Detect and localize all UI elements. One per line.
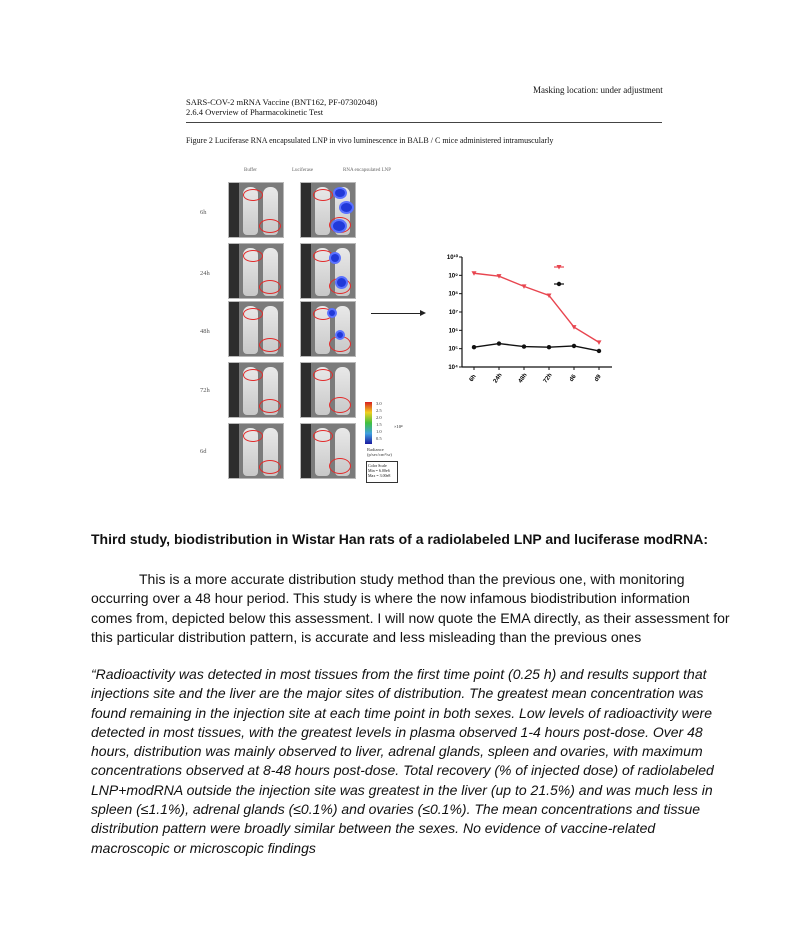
series-line bbox=[474, 344, 599, 351]
intro-paragraph-text: This is a more accurate distribution study method than the previous one, with monitoring occurring over a 48 hour period. This study is where the now infamous biodistribution information comes from, depicted below this assessment. I will now quote the EMA directly, as their assessment for this particular distribution pattern, is accurate and less misleading than the previous ones bbox=[91, 571, 730, 645]
color-scale-max: Max = 3.00e8 bbox=[368, 473, 391, 478]
legend-marker bbox=[557, 282, 561, 286]
document-title: SARS-COV-2 mRNA Vaccine (BNT162, PF-07302048) bbox=[186, 97, 378, 107]
data-point bbox=[522, 344, 526, 348]
x-tick-label: 48h bbox=[517, 372, 529, 385]
lnp-mouse-image bbox=[300, 423, 356, 479]
column-label-buffer: Buffer bbox=[244, 168, 257, 173]
y-tick-label: 10⁵ bbox=[448, 346, 458, 353]
column-label-luciferase: Luciferase bbox=[292, 168, 314, 173]
row-label-48h: 48h bbox=[200, 328, 210, 335]
arrow-head-icon bbox=[420, 310, 426, 316]
colorbar-tick: 1.0 bbox=[376, 429, 382, 434]
y-tick-label: 10⁴ bbox=[448, 365, 458, 371]
y-tick-label: 10⁸ bbox=[448, 291, 458, 298]
x-tick-label: d9 bbox=[593, 373, 603, 384]
lnp-mouse-image bbox=[300, 301, 356, 357]
color-scale-title: Color Scale bbox=[368, 463, 387, 468]
luminescence-line-chart bbox=[440, 252, 640, 402]
y-tick-label: 10⁷ bbox=[448, 310, 458, 316]
colorbar-tick: 0.5 bbox=[376, 436, 382, 441]
document-section: 2.6.4 Overview of Pharmacokinetic Test bbox=[186, 107, 324, 117]
row-label-6d: 6d bbox=[200, 448, 207, 455]
colorbar-tick: 3.0 bbox=[376, 401, 382, 406]
intro-paragraph bbox=[91, 570, 731, 647]
row-label-72h: 72h bbox=[200, 387, 210, 394]
data-point bbox=[597, 340, 602, 345]
x-tick-label: 6h bbox=[468, 373, 478, 384]
buffer-mouse-image bbox=[228, 423, 284, 479]
data-point bbox=[472, 345, 476, 349]
buffer-mouse-image bbox=[228, 362, 284, 418]
color-scale-min: Min = 6.00e6 bbox=[368, 468, 390, 473]
data-point bbox=[597, 349, 601, 353]
colorbar-tick: 2.5 bbox=[376, 408, 382, 413]
colorbar-tick: 2.0 bbox=[376, 415, 382, 420]
buffer-mouse-image bbox=[228, 182, 284, 238]
y-tick-label: 10¹⁰ bbox=[446, 255, 458, 261]
buffer-mouse-image bbox=[228, 243, 284, 299]
section-heading: Third study, biodistribution in Wistar Han rats of a radiolabeled LNP and luciferase modRNA: bbox=[91, 531, 708, 547]
radiance-label bbox=[367, 447, 392, 457]
column-label-lnp: RNA encapsulated LNP bbox=[343, 168, 392, 173]
data-point bbox=[497, 341, 501, 345]
lnp-mouse-image bbox=[300, 362, 356, 418]
colorbar-exponent: ×10⁸ bbox=[394, 424, 403, 429]
radiance-color-bar bbox=[365, 402, 372, 444]
radiance-units: (p/sec/cm²/sr) bbox=[367, 452, 392, 457]
row-label-6h: 6h bbox=[200, 209, 207, 216]
header-divider bbox=[186, 122, 662, 123]
lnp-mouse-image bbox=[300, 243, 356, 299]
row-label-24h: 24h bbox=[200, 270, 210, 277]
x-tick-label: 72h bbox=[542, 372, 554, 385]
data-point bbox=[572, 344, 576, 348]
color-scale-box bbox=[366, 461, 398, 483]
y-tick-label: 10⁹ bbox=[448, 273, 458, 280]
ema-quote: “Radioactivity was detected in most tissues from the first time point (0.25 h) and results support that injections site and the liver are the major sites of distribution. The greatest mean concentration was found remaining in the injection site at each time point in both sexes. Low levels of radioactivity were detected in most tissues, with the greatest levels in plasma observed 1-4 hours post-dose. Over 48 hours, distribution was mainly observed to liver, adrenal glands, spleen and ovaries, with maximum concentrations observed at 8-48 hours post-dose. Total recovery (% of injected dose) of radiolabeled LNP+modRNA outside the injection site was greatest in the liver (up to 21.5%) and was much less in spleen (≤1.1%), adrenal glands (≤0.1%) and ovaries (≤0.1%). The mean concentrations and tissue distribution pattern were broadly similar between the sexes. No evidence of vaccine-related macroscopic or microscopic findings bbox=[91, 666, 714, 856]
figure-arrow bbox=[371, 313, 424, 314]
masking-location: Masking location: under adjustment bbox=[533, 85, 663, 95]
x-tick-label: 24h bbox=[492, 372, 504, 385]
data-point bbox=[547, 345, 551, 349]
colorbar-tick: 1.5 bbox=[376, 422, 382, 427]
figure-caption: Figure 2 Luciferase RNA encapsulated LNP in vivo luminescence in BALB / C mice administered intramuscularly bbox=[186, 136, 554, 145]
buffer-mouse-image bbox=[228, 301, 284, 357]
y-tick-label: 10⁶ bbox=[448, 328, 458, 335]
x-tick-label: d6 bbox=[568, 373, 578, 384]
radiance-title: Radiance bbox=[367, 447, 384, 452]
lnp-mouse-image bbox=[300, 182, 356, 238]
series-line bbox=[474, 273, 599, 342]
